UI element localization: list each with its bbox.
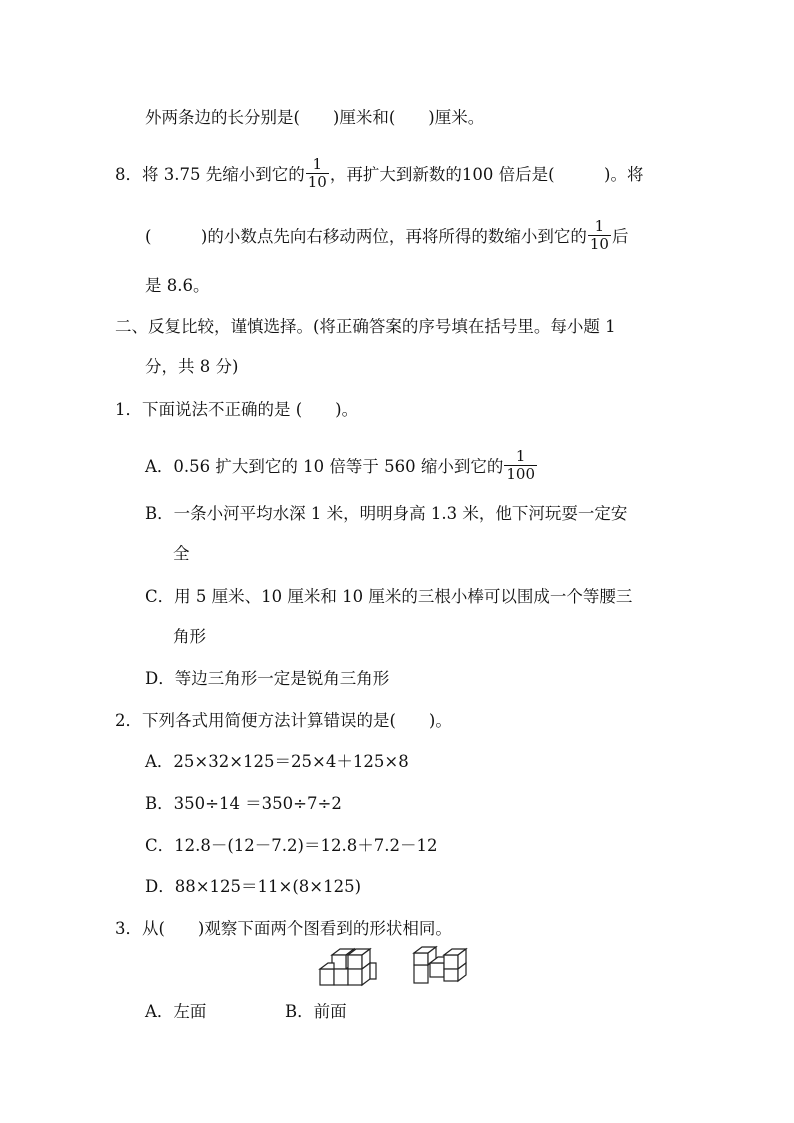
fraction-one-tenth: $\frac{1}{10}$	[307, 155, 327, 191]
q7-continuation: 外两条边的长分别是( )厘米和( )厘米。	[145, 108, 485, 127]
q8-line1	[115, 155, 644, 193]
p1-option-b-cont: 全	[173, 544, 190, 563]
p1-option-a: A．0.56 扩大到它的 10 倍等于 560 缩小到它的 $\frac{1}{100}$	[145, 447, 536, 483]
section2-title-cont: 分，共 8 分)	[145, 357, 239, 376]
q8-line2-post: 后	[611, 227, 629, 246]
p1-stem: 1．下面说法不正确的是 ( )。	[115, 400, 359, 419]
q8-line3: 是 8.6。	[145, 276, 210, 295]
section2-title: 二、反复比较，谨慎选择。(将正确答案的序号填在括号里。每小题 1	[115, 317, 616, 336]
p1-option-c: C．用 5 厘米、10 厘米和 10 厘米的三根小棒可以围成一个等腰三	[145, 587, 633, 606]
p2-option-b: B．350÷14 ＝350÷7÷2	[145, 794, 342, 813]
p2-option-c: C．12.8－(12－7.2)＝12.8＋7.2－12	[145, 836, 438, 855]
q8-line1-pre: 8．将 3.75 先缩小到它的	[115, 165, 305, 184]
fraction-one-tenth-2: $\frac{1}{10}$	[589, 217, 609, 253]
p2-stem: 2．下列各式用简便方法计算错误的是( )。	[115, 711, 452, 730]
p3-option-b: B．前面	[285, 1002, 347, 1021]
p2-option-a: A．25×32×125＝25×4＋125×8	[145, 752, 409, 771]
q8-line1-post: ，再扩大到新数的100 倍后是( )。将	[329, 165, 644, 184]
p1-option-d: D．等边三角形一定是锐角三角形	[145, 669, 390, 688]
q8-line2-pre: ( )的小数点先向右移动两位，再将所得的数缩小到它的	[145, 227, 587, 246]
p2-option-d: D．88×125＝11×(8×125)	[145, 877, 362, 896]
cube-figure-2	[414, 947, 466, 983]
p1-option-c-cont: 角形	[173, 627, 206, 646]
cube-figures	[318, 945, 478, 993]
q8-line2	[145, 217, 629, 255]
cube-figure-1	[320, 949, 376, 985]
fraction-one-hundredth: $\frac{1}{100}$	[506, 447, 536, 483]
p3-stem: 3．从( )观察下面两个图看到的形状相同。	[115, 919, 452, 938]
p3-option-a: A．左面	[145, 1002, 207, 1021]
p1-option-b: B．一条小河平均水深 1 米，明明身高 1.3 米，他下河玩耍一定安	[145, 504, 628, 523]
